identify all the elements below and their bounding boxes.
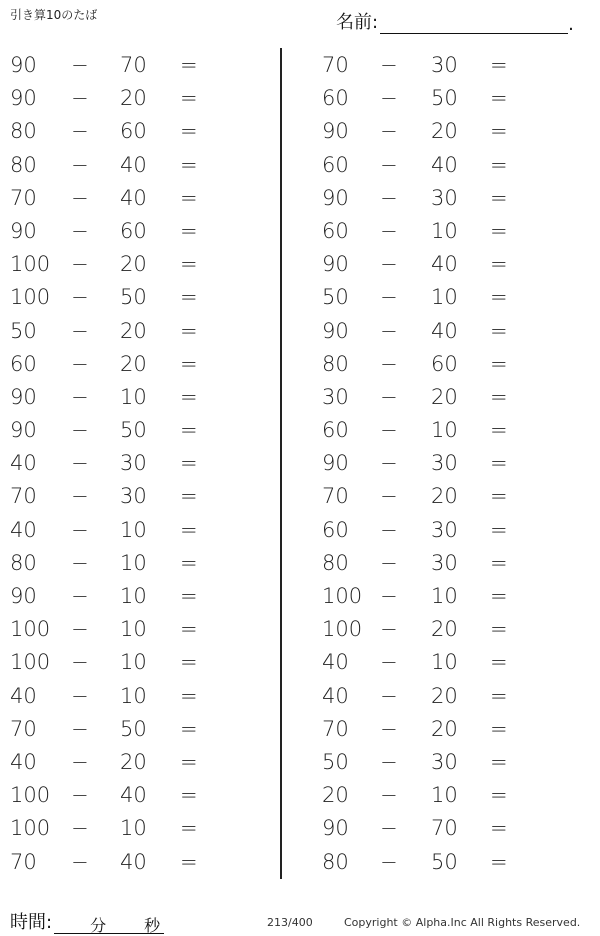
problem-row [308, 712, 578, 745]
minus-sign: − [71, 650, 89, 675]
second-operand: 60 [431, 351, 458, 376]
first-operand: 100 [10, 252, 51, 277]
minus-sign: − [380, 119, 398, 144]
minus-sign: − [71, 318, 89, 343]
first-operand: 90 [322, 119, 349, 144]
minus-sign: − [71, 119, 89, 144]
first-operand: 70 [322, 484, 349, 509]
second-operand: 10 [120, 584, 147, 608]
minus-sign: − [380, 683, 398, 708]
name-label: 名前: [336, 12, 379, 33]
first-operand: 60 [322, 86, 349, 111]
equals-sign: = [180, 351, 198, 376]
problem-row [308, 579, 578, 612]
first-operand: 90 [322, 318, 349, 343]
equals-sign: = [180, 783, 198, 808]
second-operand: 40 [431, 152, 458, 177]
equals-sign: = [180, 218, 198, 243]
second-operand: 20 [431, 484, 458, 509]
name-field [336, 8, 574, 34]
problem-row [0, 181, 270, 214]
first-operand: 70 [10, 484, 37, 509]
first-operand: 100 [10, 650, 51, 675]
minus-sign: − [71, 351, 89, 376]
first-operand: 100 [322, 584, 363, 608]
first-operand: 40 [10, 451, 37, 476]
minus-sign: − [71, 749, 89, 774]
equals-sign: = [180, 816, 198, 841]
problem-row [308, 778, 578, 811]
second-operand: 10 [431, 418, 458, 443]
first-operand: 90 [10, 384, 37, 409]
problem-row [0, 413, 270, 446]
problem-row [308, 48, 578, 81]
problem-row [0, 114, 270, 147]
second-operand: 30 [431, 53, 458, 77]
first-operand: 90 [322, 185, 349, 210]
first-operand: 40 [322, 683, 349, 708]
first-operand: 50 [10, 318, 37, 343]
second-operand: 10 [431, 285, 458, 310]
problem-row [0, 479, 270, 512]
equals-sign: = [180, 749, 198, 774]
equals-sign: = [180, 53, 198, 77]
second-operand: 50 [120, 418, 147, 443]
first-operand: 70 [10, 716, 37, 741]
second-operand: 40 [120, 185, 147, 210]
equals-sign: = [490, 285, 508, 310]
equals-sign: = [180, 517, 198, 542]
second-operand: 10 [431, 650, 458, 675]
equals-sign: = [490, 617, 508, 642]
minus-sign: − [380, 384, 398, 409]
equals-sign: = [490, 716, 508, 741]
minus-sign: − [71, 86, 89, 111]
problem-row [308, 280, 578, 313]
problem-row [0, 247, 270, 280]
second-operand: 10 [120, 650, 147, 675]
first-operand: 60 [322, 152, 349, 177]
second-operand: 10 [120, 550, 147, 575]
minus-sign: − [380, 218, 398, 243]
second-operand: 20 [431, 716, 458, 741]
problem-row [308, 148, 578, 181]
equals-sign: = [490, 218, 508, 243]
first-operand: 50 [322, 285, 349, 310]
second-operand: 20 [120, 318, 147, 343]
minus-sign: − [380, 152, 398, 177]
first-operand: 60 [322, 517, 349, 542]
problem-row [308, 247, 578, 280]
name-input-line[interactable] [380, 15, 568, 34]
minus-sign: − [71, 683, 89, 708]
problem-row [308, 645, 578, 678]
problem-row [0, 446, 270, 479]
second-operand: 40 [431, 252, 458, 277]
first-operand: 70 [10, 849, 37, 874]
minus-sign: − [71, 185, 89, 210]
seconds-label: 秒 [144, 916, 161, 935]
first-operand: 80 [322, 849, 349, 874]
second-operand: 30 [431, 185, 458, 210]
second-operand: 10 [431, 218, 458, 243]
minus-sign: − [71, 849, 89, 874]
problem-row [0, 845, 270, 878]
second-operand: 70 [120, 53, 147, 77]
second-operand: 70 [431, 816, 458, 841]
first-operand: 60 [10, 351, 37, 376]
equals-sign: = [490, 517, 508, 542]
second-operand: 50 [120, 716, 147, 741]
minus-sign: − [380, 617, 398, 642]
problem-row [308, 546, 578, 579]
equals-sign: = [180, 683, 198, 708]
minus-sign: − [71, 716, 89, 741]
name-dot: . [568, 14, 574, 35]
minus-sign: − [380, 318, 398, 343]
minus-sign: − [380, 816, 398, 841]
first-operand: 90 [322, 252, 349, 277]
minus-sign: − [380, 252, 398, 277]
second-operand: 30 [431, 451, 458, 476]
second-operand: 10 [431, 783, 458, 808]
first-operand: 70 [322, 53, 349, 77]
equals-sign: = [490, 816, 508, 841]
minus-sign: − [380, 53, 398, 77]
first-operand: 70 [322, 716, 349, 741]
problem-row [308, 679, 578, 712]
time-input-line[interactable] [54, 911, 164, 934]
second-operand: 50 [431, 849, 458, 874]
equals-sign: = [490, 252, 508, 277]
second-operand: 30 [431, 749, 458, 774]
second-operand: 20 [120, 86, 147, 111]
second-operand: 10 [120, 683, 147, 708]
minus-sign: − [380, 484, 398, 509]
equals-sign: = [180, 484, 198, 509]
first-operand: 80 [10, 550, 37, 575]
equals-sign: = [490, 152, 508, 177]
problem-row [0, 546, 270, 579]
problem-row [0, 280, 270, 313]
first-operand: 60 [322, 418, 349, 443]
equals-sign: = [490, 418, 508, 443]
equals-sign: = [490, 451, 508, 476]
equals-sign: = [490, 683, 508, 708]
problem-row [308, 513, 578, 546]
minus-sign: − [380, 550, 398, 575]
problem-row [0, 811, 270, 844]
column-divider [280, 48, 282, 879]
equals-sign: = [180, 584, 198, 608]
minus-sign: − [71, 783, 89, 808]
minus-sign: − [380, 584, 398, 608]
minus-sign: − [380, 749, 398, 774]
problem-row [0, 380, 270, 413]
second-operand: 20 [431, 384, 458, 409]
minus-sign: − [380, 285, 398, 310]
minus-sign: − [380, 451, 398, 476]
first-operand: 80 [322, 351, 349, 376]
minus-sign: − [71, 252, 89, 277]
problem-row [0, 48, 270, 81]
equals-sign: = [180, 318, 198, 343]
equals-sign: = [490, 749, 508, 774]
equals-sign: = [490, 86, 508, 111]
first-operand: 20 [322, 783, 349, 808]
equals-sign: = [490, 484, 508, 509]
first-operand: 90 [10, 218, 37, 243]
problem-row [0, 745, 270, 778]
minus-sign: − [380, 86, 398, 111]
first-operand: 40 [10, 683, 37, 708]
first-operand: 100 [10, 617, 51, 642]
equals-sign: = [180, 451, 198, 476]
second-operand: 20 [120, 749, 147, 774]
minus-sign: − [71, 218, 89, 243]
right-problem-column [308, 48, 578, 878]
problem-row [308, 845, 578, 878]
second-operand: 10 [120, 617, 147, 642]
equals-sign: = [180, 252, 198, 277]
problem-row [308, 314, 578, 347]
first-operand: 90 [10, 584, 37, 608]
first-operand: 100 [10, 285, 51, 310]
problem-row [308, 811, 578, 844]
problem-row [308, 446, 578, 479]
second-operand: 60 [120, 119, 147, 144]
problem-row [308, 413, 578, 446]
minus-sign: − [380, 185, 398, 210]
first-operand: 100 [10, 816, 51, 841]
second-operand: 30 [431, 517, 458, 542]
first-operand: 80 [10, 119, 37, 144]
problem-row [0, 214, 270, 247]
time-field [10, 908, 164, 934]
problem-row [0, 513, 270, 546]
problem-row [308, 380, 578, 413]
minus-sign: − [71, 550, 89, 575]
problem-row [308, 114, 578, 147]
minutes-label: 分 [90, 916, 107, 935]
second-operand: 30 [120, 484, 147, 509]
equals-sign: = [180, 650, 198, 675]
minus-sign: − [71, 517, 89, 542]
equals-sign: = [490, 584, 508, 608]
equals-sign: = [490, 351, 508, 376]
second-operand: 60 [120, 218, 147, 243]
equals-sign: = [180, 285, 198, 310]
problem-row [308, 745, 578, 778]
minus-sign: − [380, 716, 398, 741]
minus-sign: − [380, 351, 398, 376]
first-operand: 70 [10, 185, 37, 210]
problem-row [0, 679, 270, 712]
minus-sign: − [71, 384, 89, 409]
first-operand: 90 [10, 86, 37, 111]
second-operand: 40 [120, 783, 147, 808]
problem-row [0, 612, 270, 645]
second-operand: 20 [431, 617, 458, 642]
equals-sign: = [490, 185, 508, 210]
first-operand: 100 [322, 617, 363, 642]
problem-row [0, 347, 270, 380]
second-operand: 50 [431, 86, 458, 111]
equals-sign: = [490, 550, 508, 575]
equals-sign: = [180, 849, 198, 874]
equals-sign: = [180, 384, 198, 409]
problem-row [308, 81, 578, 114]
equals-sign: = [180, 716, 198, 741]
first-operand: 40 [322, 650, 349, 675]
first-operand: 60 [322, 218, 349, 243]
equals-sign: = [180, 418, 198, 443]
second-operand: 10 [120, 816, 147, 841]
problem-row [308, 181, 578, 214]
minus-sign: − [71, 584, 89, 608]
minus-sign: − [380, 849, 398, 874]
equals-sign: = [490, 384, 508, 409]
minus-sign: − [380, 783, 398, 808]
problem-row [0, 579, 270, 612]
second-operand: 10 [120, 384, 147, 409]
copyright-notice: Copyright © Alpha.Inc All Rights Reserved. [344, 916, 581, 929]
second-operand: 50 [120, 285, 147, 310]
first-operand: 100 [10, 783, 51, 808]
minus-sign: − [71, 285, 89, 310]
left-problem-column [0, 48, 270, 878]
problem-row [308, 612, 578, 645]
second-operand: 40 [120, 849, 147, 874]
equals-sign: = [490, 318, 508, 343]
second-operand: 30 [120, 451, 147, 476]
equals-sign: = [490, 849, 508, 874]
second-operand: 40 [431, 318, 458, 343]
minus-sign: − [380, 650, 398, 675]
minus-sign: − [71, 451, 89, 476]
equals-sign: = [180, 617, 198, 642]
first-operand: 30 [322, 384, 349, 409]
first-operand: 80 [322, 550, 349, 575]
minus-sign: − [71, 53, 89, 77]
first-operand: 80 [10, 152, 37, 177]
first-operand: 90 [322, 816, 349, 841]
equals-sign: = [490, 119, 508, 144]
first-operand: 40 [10, 749, 37, 774]
problem-row [308, 479, 578, 512]
minus-sign: − [380, 517, 398, 542]
minus-sign: − [71, 617, 89, 642]
problem-row [0, 81, 270, 114]
problem-row [0, 645, 270, 678]
problem-row [0, 148, 270, 181]
minus-sign: − [71, 418, 89, 443]
first-operand: 90 [10, 418, 37, 443]
equals-sign: = [180, 119, 198, 144]
problem-row [308, 214, 578, 247]
second-operand: 20 [431, 119, 458, 144]
first-operand: 40 [10, 517, 37, 542]
equals-sign: = [180, 86, 198, 111]
second-operand: 10 [120, 517, 147, 542]
minus-sign: − [71, 816, 89, 841]
minus-sign: − [71, 484, 89, 509]
time-label: 時間: [10, 912, 53, 933]
minus-sign: − [380, 418, 398, 443]
equals-sign: = [490, 783, 508, 808]
first-operand: 50 [322, 749, 349, 774]
problem-row [0, 712, 270, 745]
second-operand: 20 [120, 351, 147, 376]
second-operand: 20 [120, 252, 147, 277]
page-number: 213/400 [267, 916, 313, 929]
equals-sign: = [180, 185, 198, 210]
second-operand: 40 [120, 152, 147, 177]
worksheet-title: 引き算10のたば [10, 8, 98, 22]
minus-sign: − [71, 152, 89, 177]
equals-sign: = [490, 650, 508, 675]
problem-row [0, 314, 270, 347]
problem-row [308, 347, 578, 380]
equals-sign: = [490, 53, 508, 77]
problem-row [0, 778, 270, 811]
equals-sign: = [180, 550, 198, 575]
first-operand: 90 [322, 451, 349, 476]
equals-sign: = [180, 152, 198, 177]
second-operand: 30 [431, 550, 458, 575]
first-operand: 90 [10, 53, 37, 77]
second-operand: 10 [431, 584, 458, 608]
second-operand: 20 [431, 683, 458, 708]
